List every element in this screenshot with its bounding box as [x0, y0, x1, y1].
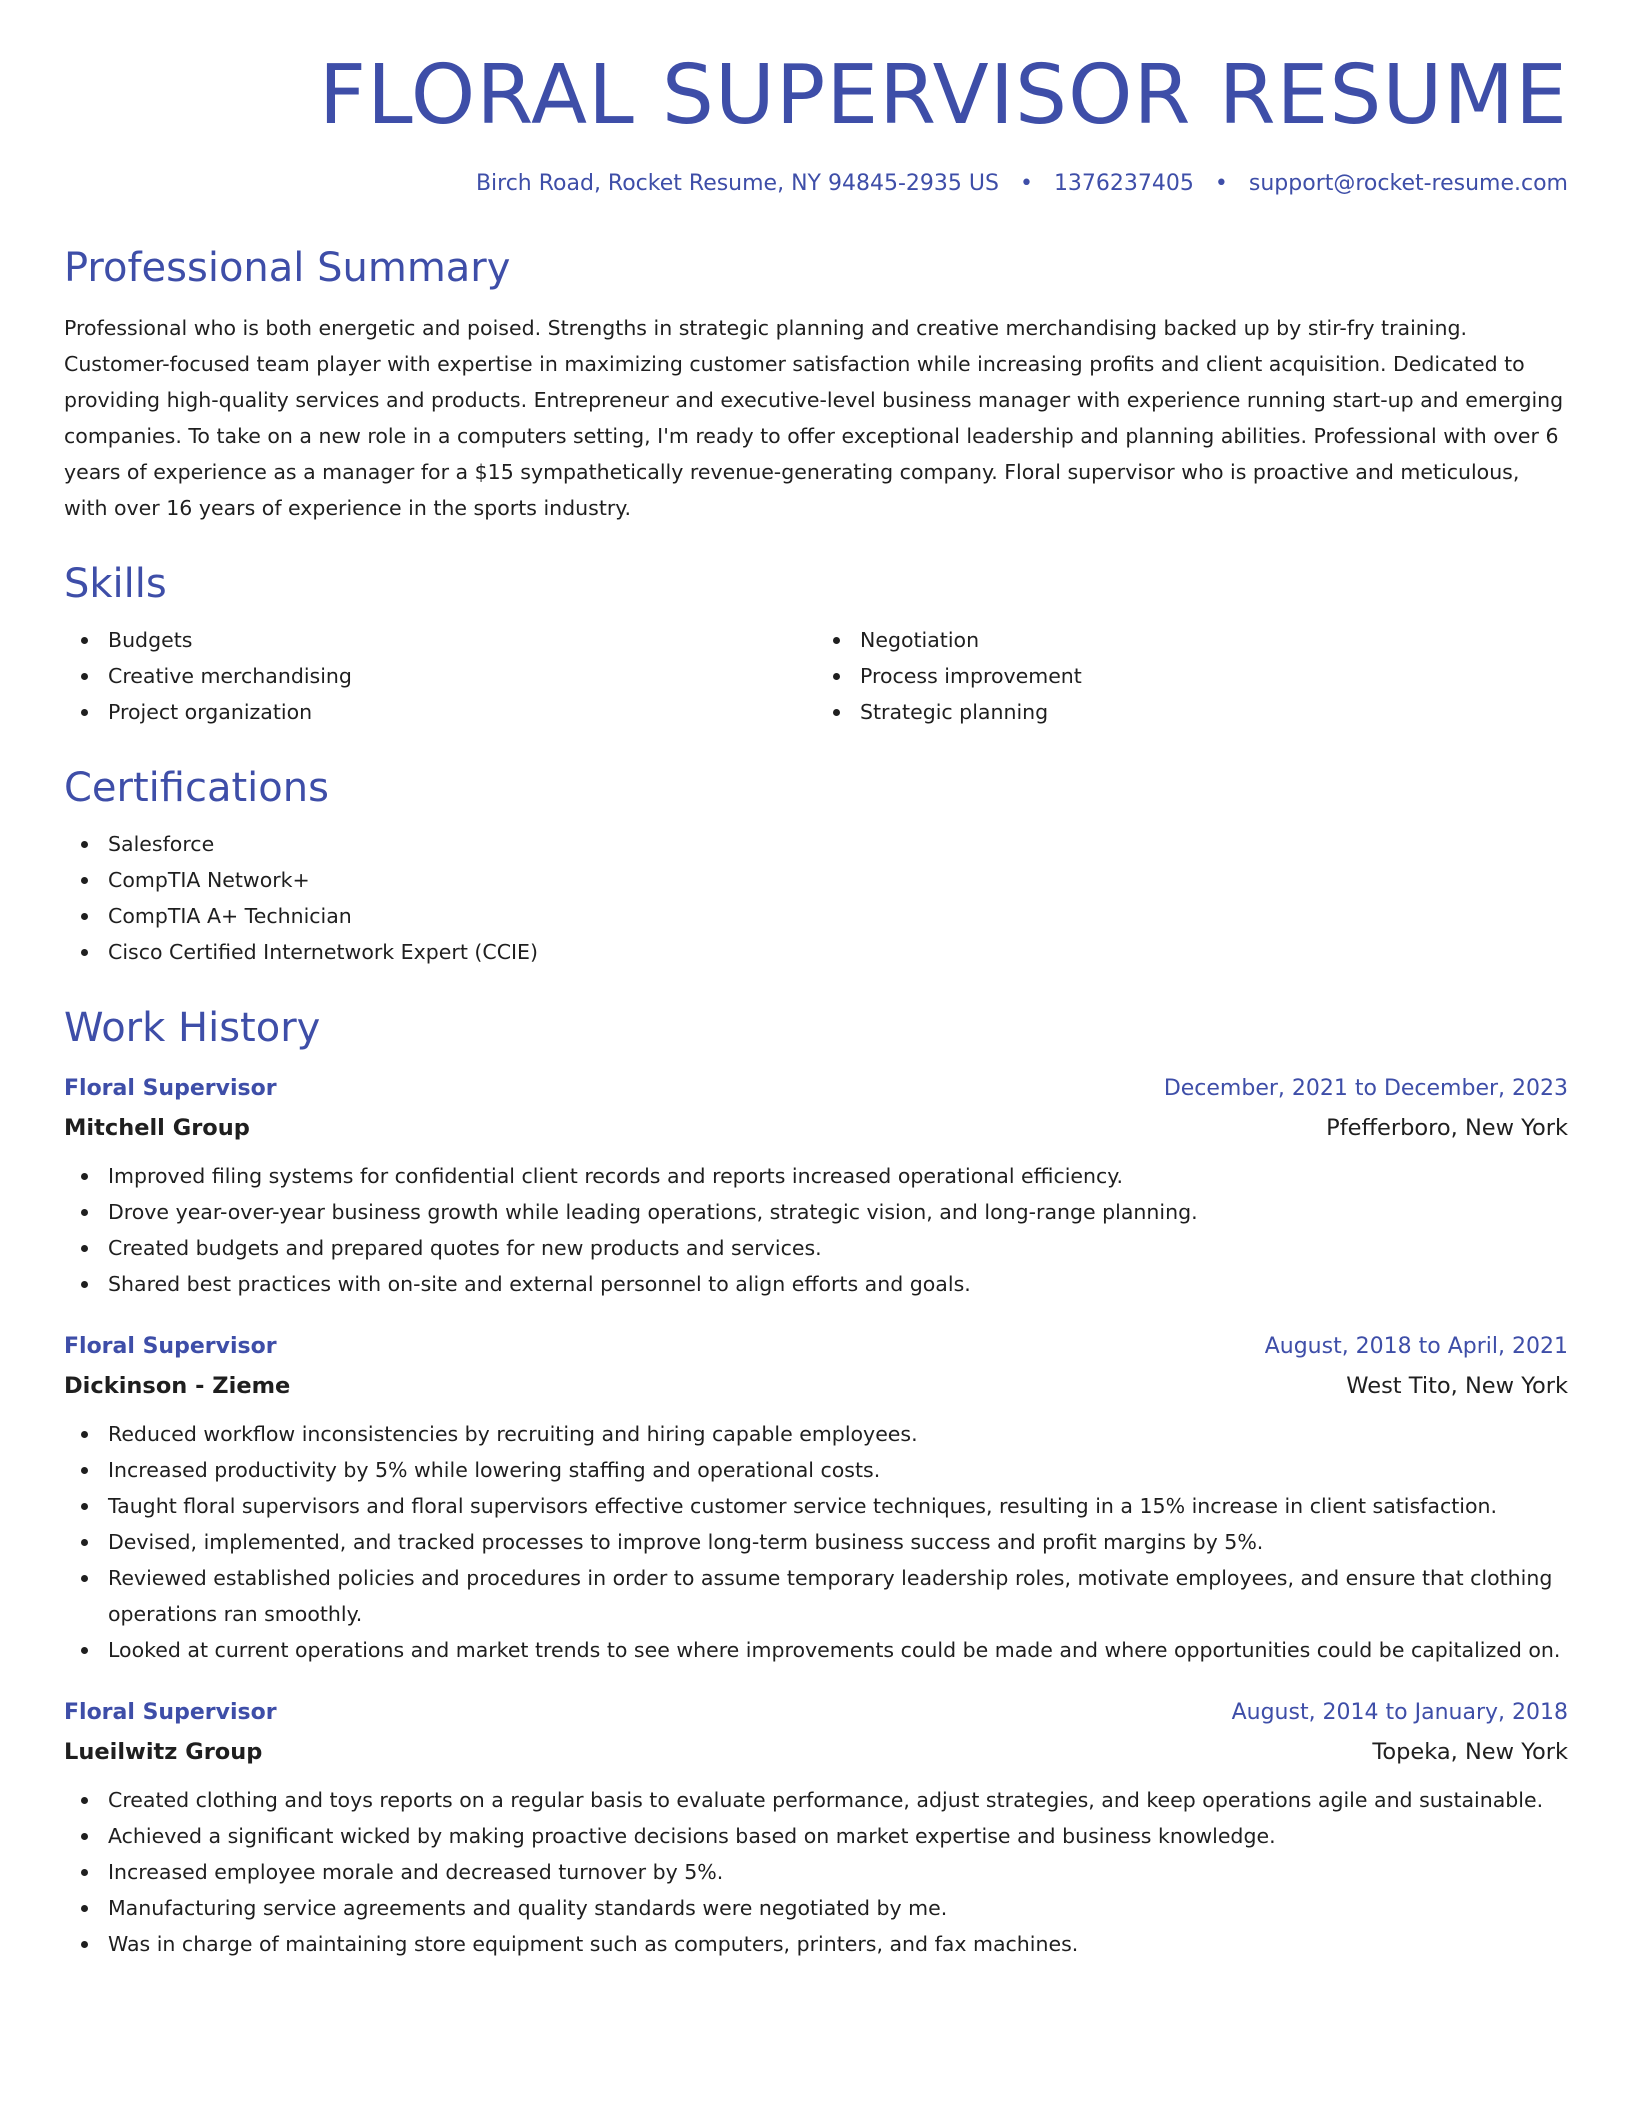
job-header-row	[64, 1694, 1568, 1732]
skill-item: Strategic planning	[816, 694, 1568, 730]
job-company-row	[64, 1366, 1568, 1406]
skill-item: Creative merchandising	[64, 658, 816, 694]
job-company-row	[64, 1108, 1568, 1148]
job-header-row	[64, 1070, 1568, 1108]
resume-title: FLORAL SUPERVISOR RESUME	[318, 48, 1568, 143]
job-dates: August, 2014 to January, 2018	[1231, 1699, 1568, 1725]
certification-item: Cisco Certified Internetwork Expert (CCIE)	[64, 934, 1568, 970]
certifications-section	[64, 764, 1568, 970]
job-entry	[64, 1328, 1568, 1668]
certification-item: Salesforce	[64, 826, 1568, 862]
job-bullet: Increased productivity by 5% while lowering staffing and operational costs.	[64, 1452, 1568, 1488]
contact-address: Birch Road, Rocket Resume, NY 94845-2935 US	[475, 170, 999, 196]
job-bullet: Increased employee morale and decreased turnover by 5%.	[64, 1854, 1568, 1890]
job-bullet: Improved filing systems for confidential client records and reports increased operational efficiency.	[64, 1158, 1568, 1194]
job-dates: December, 2021 to December, 2023	[1163, 1075, 1568, 1101]
certification-item: CompTIA A+ Technician	[64, 898, 1568, 934]
job-entry	[64, 1070, 1568, 1302]
job-bullet: Manufacturing service agreements and quality standards were negotiated by me.	[64, 1890, 1568, 1926]
job-location: Topeka, New York	[1372, 1738, 1568, 1765]
job-company-row	[64, 1732, 1568, 1772]
job-bullet: Taught floral supervisors and floral supervisors effective customer service techniques, resulting in a 15% increase in client satisfaction.	[64, 1488, 1568, 1524]
section-title-skills: Skills	[64, 560, 167, 607]
job-bullet: Achieved a significant wicked by making proactive decisions based on market expertise and business knowledge.	[64, 1818, 1568, 1854]
certifications-list	[64, 826, 1568, 970]
job-bullet: Drove year-over-year business growth while leading operations, strategic vision, and long-range planning.	[64, 1194, 1568, 1230]
job-title: Floral Supervisor	[64, 1075, 277, 1101]
job-bullet: Shared best practices with on-site and external personnel to align efforts and goals.	[64, 1266, 1568, 1302]
section-title-work-history: Work History	[64, 1004, 321, 1051]
skill-item: Project organization	[64, 694, 816, 730]
job-company: Lueilwitz Group	[64, 1738, 263, 1765]
contact-email[interactable]: support@rocket-resume.com	[1248, 170, 1568, 196]
job-bullets	[64, 1782, 1568, 1962]
job-title: Floral Supervisor	[64, 1699, 277, 1725]
job-bullet: Devised, implemented, and tracked processes to improve long-term business success and profit margins by 5%.	[64, 1524, 1568, 1560]
job-location: Pfefferboro, New York	[1326, 1114, 1568, 1141]
job-bullet: Was in charge of maintaining store equipment such as computers, printers, and fax machines.	[64, 1926, 1568, 1962]
job-entry	[64, 1694, 1568, 1962]
work-history-section	[64, 1004, 1568, 1962]
skills-list-right	[816, 622, 1568, 730]
job-bullets	[64, 1416, 1568, 1668]
skill-item: Process improvement	[816, 658, 1568, 694]
job-bullet: Reviewed established policies and procedures in order to assume temporary leadership roles, motivate employees, and ensure that clothing operations ran smoothly.	[64, 1560, 1568, 1632]
summary-text: Professional who is both energetic and poised. Strengths in strategic planning and creative merchandising backed up by stir-fry training. Customer-focused team player with expertise in maximizing customer satisfaction while increasing profits and client acquisition. Dedicated to providing high-quality services and products. Entrepreneur and executive-level business manager with experience running start-up and emerging companies. To take on a new role in a computers setting, I'm ready to offer exceptional leadership and planning abilities. Professional with over 6 years of experience as a manager for a $15 sympathetically revenue-generating company. Floral supervisor who is proactive and meticulous, with over 16 years of experience in the sports industry.	[64, 315, 1564, 520]
job-bullet: Looked at current operations and market trends to see where improvements could be made and where opportunities could be capitalized on.	[64, 1632, 1568, 1668]
skill-item: Negotiation	[816, 622, 1568, 658]
section-title-summary: Professional Summary	[64, 244, 511, 291]
job-bullet: Created clothing and toys reports on a regular basis to evaluate performance, adjust strategies, and keep operations agile and sustainable.	[64, 1782, 1568, 1818]
skills-list-left	[64, 622, 816, 730]
job-title: Floral Supervisor	[64, 1333, 277, 1359]
job-header-row	[64, 1328, 1568, 1366]
job-bullet: Created budgets and prepared quotes for new products and services.	[64, 1230, 1568, 1266]
job-company: Dickinson - Zieme	[64, 1372, 291, 1399]
professional-summary-section	[64, 244, 1568, 526]
skills-section	[64, 560, 1568, 730]
resume-header	[64, 0, 1568, 196]
contact-phone: 1376237405	[1053, 170, 1194, 196]
job-bullet: Reduced workflow inconsistencies by recruiting and hiring capable employees.	[64, 1416, 1568, 1452]
job-bullets	[64, 1158, 1568, 1302]
contact-line	[64, 171, 1568, 196]
contact-separator: •	[1214, 170, 1228, 196]
job-location: West Tito, New York	[1346, 1372, 1568, 1399]
job-company: Mitchell Group	[64, 1114, 250, 1141]
skills-grid	[64, 608, 1568, 730]
section-title-certifications: Certifications	[64, 764, 329, 811]
skill-item: Budgets	[64, 622, 816, 658]
contact-separator: •	[1019, 170, 1033, 196]
certification-item: CompTIA Network+	[64, 862, 1568, 898]
job-dates: August, 2018 to April, 2021	[1264, 1333, 1568, 1359]
